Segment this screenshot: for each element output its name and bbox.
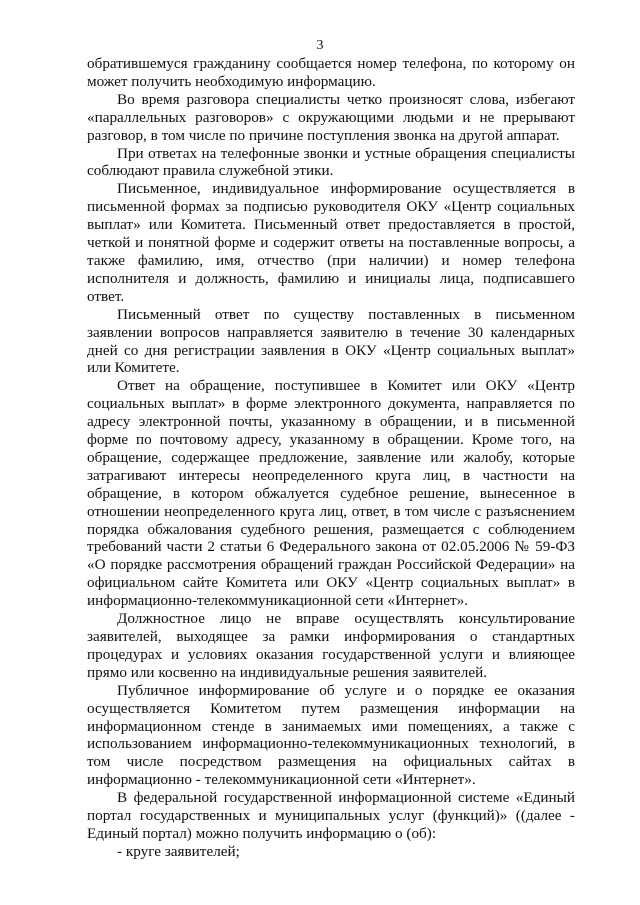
paragraph-public-informing: Публичное информирование об услуге и о порядке ее оказания осуществляется Комитетом путем размещения информации на информационном стенде в занимаемых ими помещениях, а также с использованием информационно-телекоммуникационных технологий, в том числе посредством размещения на официальных сайтах в информационно - телекоммуникационной сети «Интернет». xyxy=(87,681,575,789)
paragraph-official-limits: Должностное лицо не вправе осуществлять консультирование заявителей, выходящее за рамки информирования о стандартных процедурах и условиях оказания государственной услуги и влияющее прямо или косвенно на индивидуальные решения заявителей. xyxy=(87,610,575,681)
paragraph-continuation: обратившемуся гражданину сообщается номер телефона, по которому он может получить необходимую информацию. xyxy=(87,55,575,90)
page-number: 3 xyxy=(316,38,324,53)
list-item-applicants: - круге заявителей; xyxy=(117,842,240,860)
paragraph-speech-rules: Во время разговора специалисты четко произносят слова, избегают «параллельных разговоров» с окружающими людьми и не прерывают разговор, в том числе по причине поступления звонка на другой аппарат. xyxy=(87,90,575,144)
paragraph-written-informing: Письменное, индивидуальное информирование осуществляется в письменной формах за подписью руководителя ОКУ «Центр социальных выплат» или Комитета. Письменный ответ предоставляется в простой, четкой и понятной форме и содержит ответы на поставленные вопросы, а также фамилию, имя, отчество (при наличии) и номер телефона исполнителя и должность, фамилию и инициалы лица, подписавшего ответ. xyxy=(87,180,575,305)
paragraph-written-answer-term: Письменный ответ по существу поставленных в письменном заявлении вопросов направляется заявителю в течение 30 календарных дней со дня регистрации заявления в ОКУ «Центр социальных выплат» или Комитете. xyxy=(87,305,575,377)
paragraph-ethics: При ответах на телефонные звонки и устные обращения специалисты соблюдают правила служебной этики. xyxy=(87,144,575,180)
document-body xyxy=(87,55,575,861)
paragraph-electronic-answer: Ответ на обращение, поступившее в Комитет или ОКУ «Центр социальных выплат» в форме электронного документа, направляется по адресу электронной почты, указанному в обращении, и в письменной форме по почтовому адресу, указанному в обращении. Кроме того, на обращение, содержащее предложение, заявление или жалобу, которые затрагивают интересы неопределенного круга лиц, в частности на обращение, в котором обжалуется судебное решение, вынесенное в отношении неопределенного круга лиц, ответ, в том числе с разъяснением порядка обжалования судебного решения, размещается с соблюдением требований части 2 статьи 6 Федерального закона от 02.05.2006 № 59-ФЗ «О порядке рассмотрения обращений граждан Российской Федерации» на официальном сайте Комитета или ОКУ «Центр социальных выплат» в информационно-телекоммуникационной сети «Интернет». xyxy=(87,377,575,610)
paragraph-unified-portal: В федеральной государственной информационной системе «Единый портал государственных и муниципальных услуг (функций)» ((далее - Единый портал) можно получить информацию о (об): xyxy=(87,789,575,842)
